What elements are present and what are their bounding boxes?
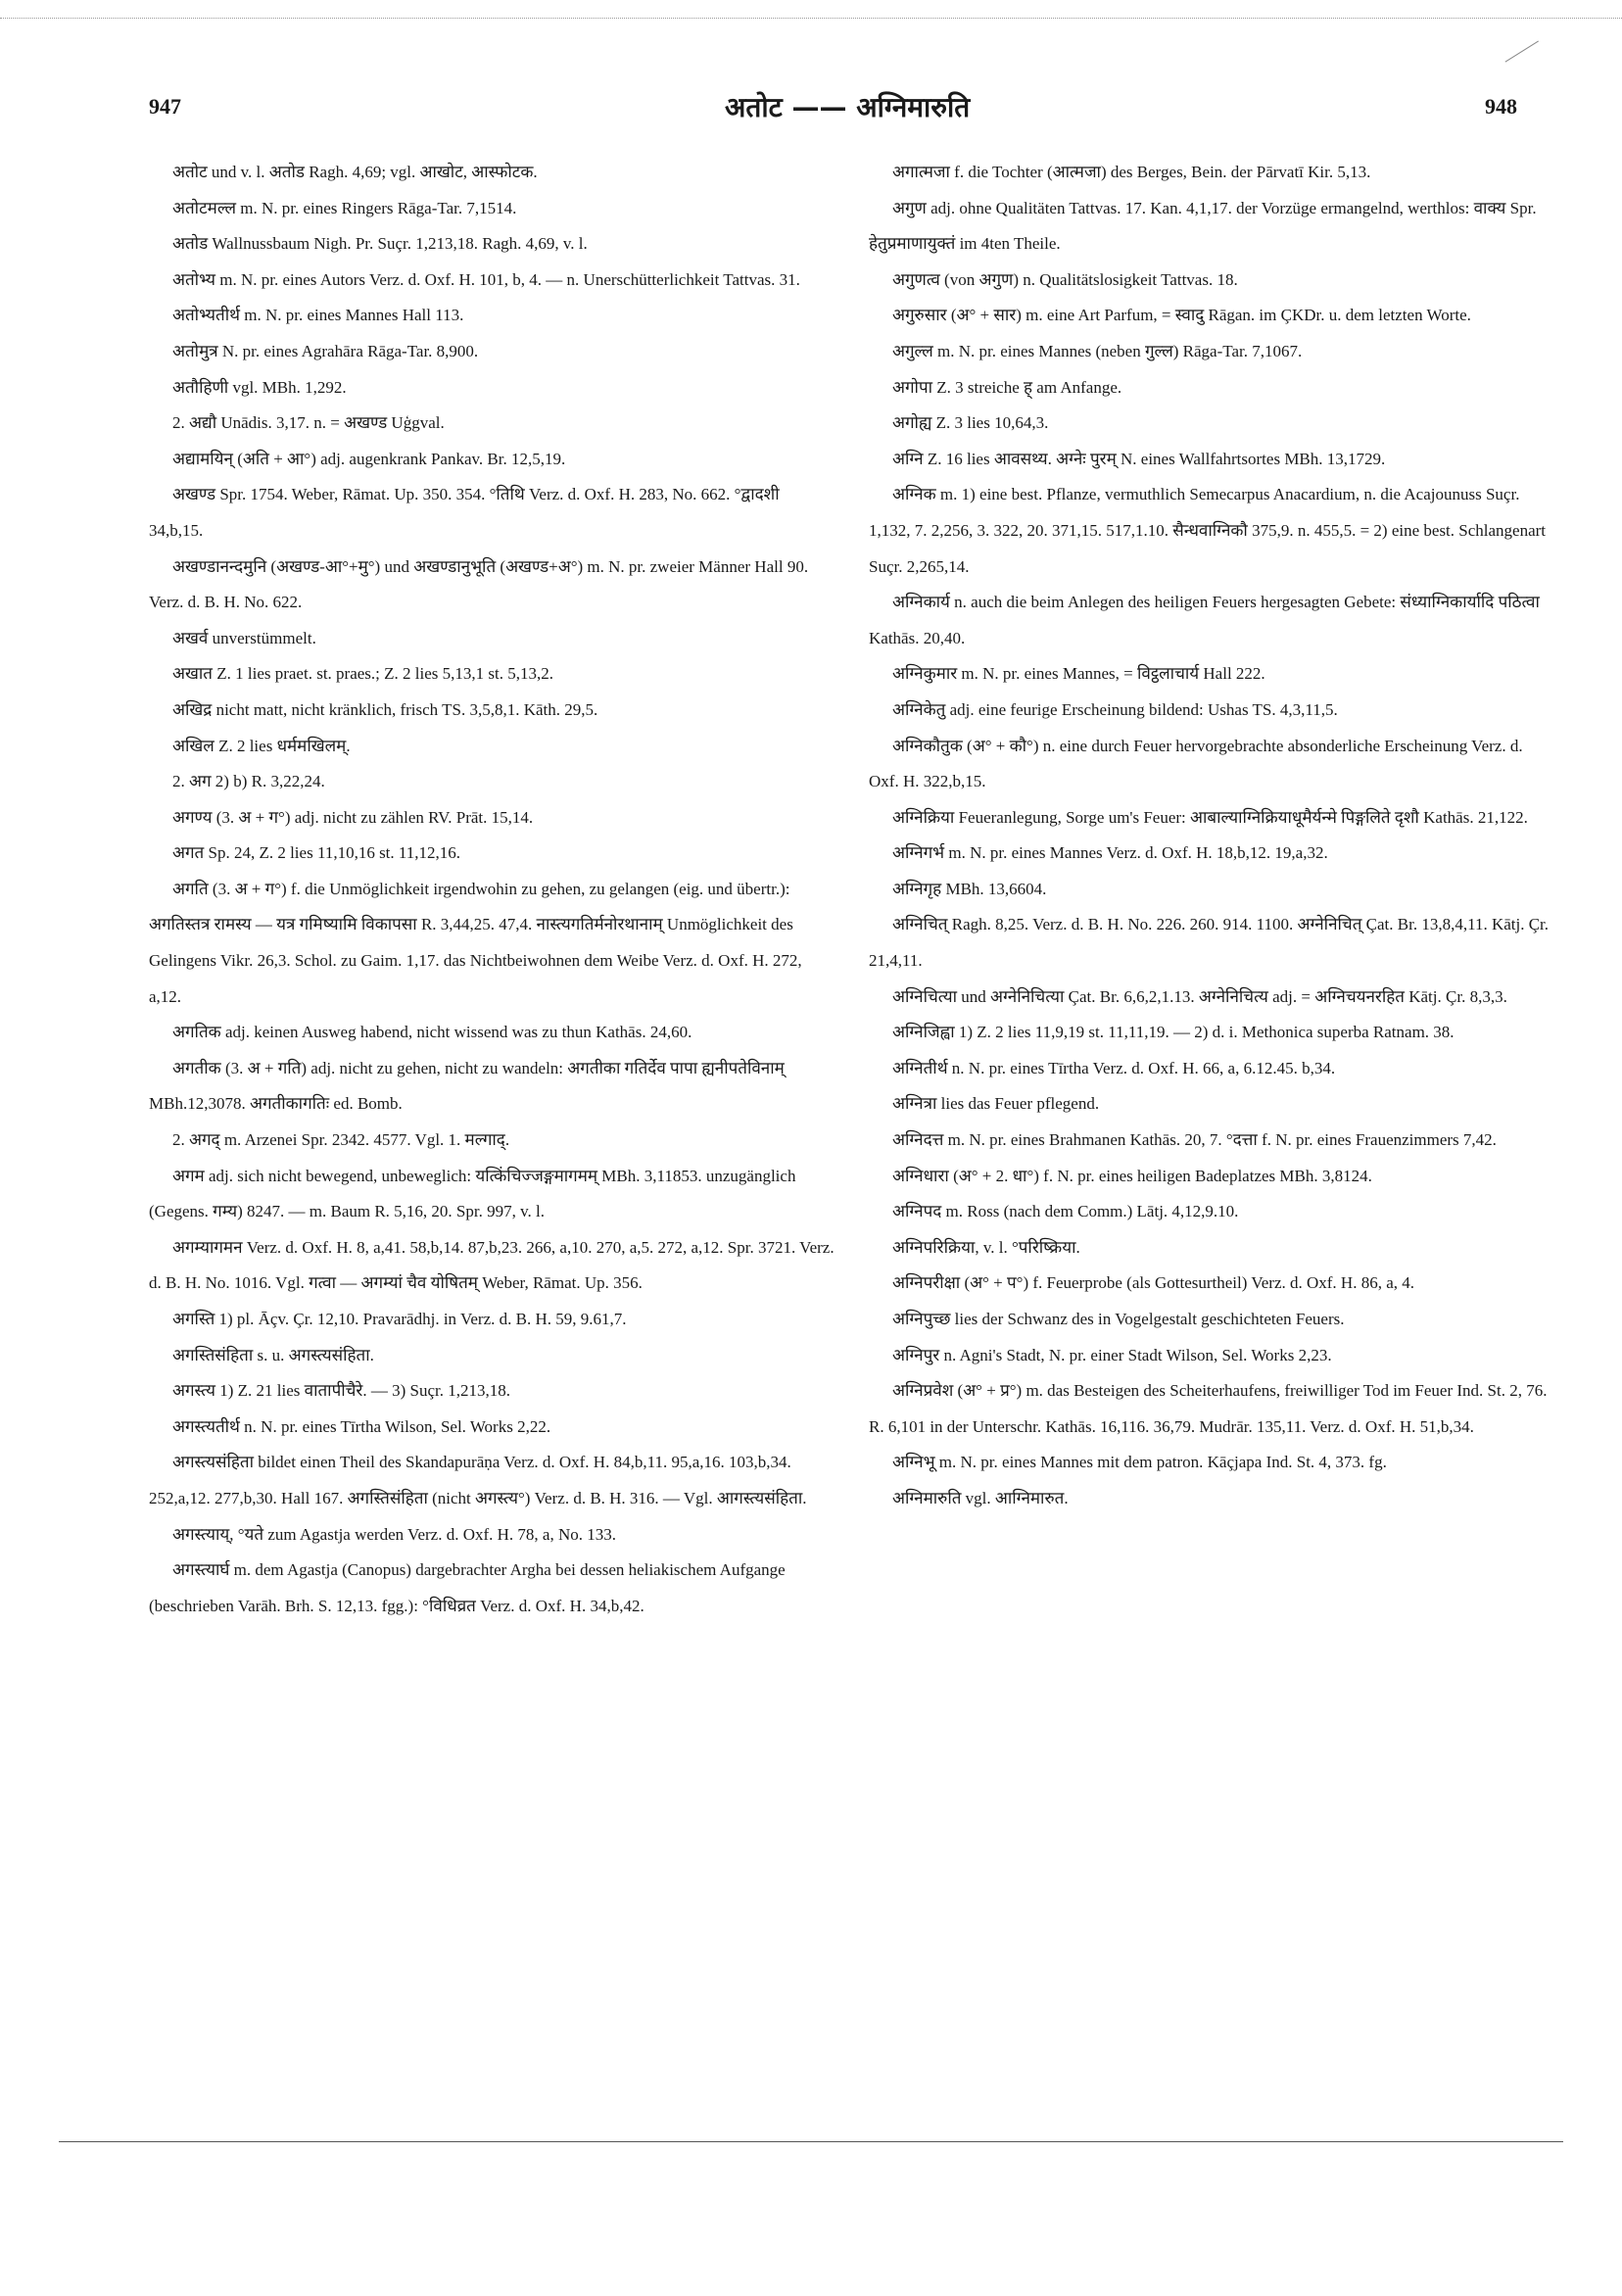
dictionary-entry: अग्निक्रिया Feueranlegung, Sorge um's Feuer: आबाल्याग्निक्रियाधूमैर्यन्मे पिङ्गलिते दृशौ Kathās. 21,122. (892, 807, 1528, 827)
top-rule (0, 18, 1622, 19)
dictionary-entry: अगोपा Z. 3 streiche ह् am Anfange. (892, 377, 1122, 397)
dictionary-entry: अखिल Z. 2 lies धर्ममखिलम्. (172, 736, 351, 755)
dictionary-entry: अगस्त्य 1) Z. 21 lies वातापीचैरे. — 3) Suçr. 1,213,18. (172, 1381, 511, 1401)
dictionary-entry: 2. अगद् m. Arzenei Spr. 2342. 4577. Vgl. 1. मल्गाद्. (172, 1130, 510, 1150)
dictionary-entry: अगतिक adj. keinen Ausweg habend, nicht wissend was zu thun Kathās. 24,60. (172, 1023, 692, 1042)
dictionary-entry: अगम्यागमन Verz. d. Oxf. H. 8, a,41. 58,b,14. 87,b,23. 266, a,10. 270, a,5. 272, a,12. Spr. 3721. Verz. d. B. H. No. 1016. Vgl. गत्वा — अगम्यां चैव योषितम् Weber, Rāmat. Up. 356. (149, 1237, 835, 1293)
left-page-number: 947 (149, 94, 181, 119)
dictionary-entry: अगति (3. अ + ग°) f. die Unmöglichkeit irgendwohin zu gehen, zu gelangen (eig. und übertr.): अगतिस्तत्र रामस्य — यत्र गमिष्यामि विकापसा R. 3,44,25. 47,4. नास्त्यगतिर्मनोरथानाम् Unmöglichkeit des Gelingens Vikr. 26,3. Schol. zu Gaim. 1,17. das Nichtbeiwohnen dem Weibe Verz. d. Oxf. H. 272, a,12. (149, 879, 802, 1006)
dictionary-entry: अग्निधारा (अ° + 2. धा°) f. N. pr. eines heiligen Badeplatzes MBh. 3,8124. (892, 1166, 1372, 1185)
dictionary-entry: अगुरुसार (अ° + सार) m. eine Art Parfum, = स्वादु Rāgan. im ÇKDr. u. dem letzten Worte. (892, 306, 1471, 325)
dictionary-entry: अगण्य (3. अ + ग°) adj. nicht zu zählen RV. Prāt. 15,14. (172, 807, 534, 827)
dictionary-entry: अतोमुत्र N. pr. eines Agrahāra Rāga-Tar. 8,900. (172, 341, 479, 360)
dictionary-entry: अतोभ्यतीर्थ m. N. pr. eines Mannes Hall 113. (172, 306, 464, 325)
dictionary-entry: अग्निजिह्वा 1) Z. 2 lies 11,9,19 st. 11,11,19. — 2) d. i. Methonica superba Ratnam. 38. (892, 1023, 1455, 1042)
dictionary-entry: अग्निमारुति vgl. आग्निमारुत. (892, 1488, 1069, 1507)
dictionary-entry: अग्निपुर n. Agni's Stadt, N. pr. einer Stadt Wilson, Sel. Works 2,23. (892, 1345, 1332, 1364)
dictionary-entry: अग्निदत्त m. N. pr. eines Brahmanen Kathās. 20, 7. °दत्ता f. N. pr. eines Frauenzimmers 7,42. (892, 1130, 1497, 1150)
dictionary-entry: अगुणत्व (von अगुण) n. Qualitätslosigkeit Tattvas. 18. (892, 269, 1238, 289)
dictionary-entry: अग्निपरिक्रिया, v. l. °परिष्क्रिया. (892, 1237, 1080, 1257)
dictionary-entry: अगस्ति 1) pl. Āçv. Çr. 12,10. Pravarādhj. in Verz. d. B. H. 59, 9.61,7. (172, 1310, 627, 1328)
dictionary-entry: अग्नितीर्थ n. N. pr. eines Tīrtha Verz. d. Oxf. H. 66, a, 6.12.45. b,34. (892, 1058, 1336, 1077)
corner-pencil-mark (1505, 41, 1540, 64)
dictionary-entry: अग्निपद m. Ross (nach dem Comm.) Lātj. 4,12,9.10. (892, 1202, 1239, 1221)
running-headwords: अतोट —— अग्निमारुति (725, 91, 971, 123)
dictionary-entry: अगुण adj. ohne Qualitäten Tattvas. 17. Kan. 4,1,17. der Vorzüge ermangelnd, werthlos: वाक्य Spr. हेतुप्रमाणायुक्तं im 4ten Theile. (869, 198, 1537, 254)
dictionary-entry: अगस्त्यतीर्थ n. N. pr. eines Tīrtha Wilson, Sel. Works 2,22. (172, 1416, 551, 1436)
dictionary-entry: अगस्त्यसंहिता bildet einen Theil des Skandapurāṇa Verz. d. Oxf. H. 84,b,11. 95,a,16. 103,b,34. 252,a,12. 277,b,30. Hall 167. अगस्तिसंहिता (nicht अगस्त्य°) Verz. d. B. H. 316. — Vgl. आगस्त्यसंहिता. (149, 1453, 807, 1507)
dictionary-entry: अखण्ड Spr. 1754. Weber, Rāmat. Up. 350. 354. °तिथि Verz. d. Oxf. H. 283, No. 662. °द्वादशी 34,b,15. (149, 485, 780, 540)
dictionary-entry: अग्नि Z. 16 lies आवसथ्य. अग्नेः पुरम् N. eines Wallfahrtsortes MBh. 13,1729. (892, 449, 1386, 468)
dictionary-entry: अगस्त्याय्, °यते zum Agastja werden Verz. d. Oxf. H. 78, a, No. 133. (172, 1524, 616, 1544)
dictionary-entry: अगतीक (3. अ + गति) adj. nicht zu gehen, nicht zu wandeln: अगतीका गतिर्देव पापा ह्यनीपतेविनाम् MBh.12,3078. अगतीकागतिः ed. Bomb. (149, 1058, 785, 1114)
dictionary-entry: अगम adj. sich nicht bewegend, unbeweglich: यत्किंचिज्जङ्गमागमम् MBh. 3,11853. unzugänglich (Gegens. गम्य) 8247. — m. Baum R. 5,16, 20. Spr. 997, v. l. (149, 1166, 796, 1221)
dictionary-entry: अग्निचित् Ragh. 8,25. Verz. d. B. H. No. 226. 260. 914. 1100. अग्नेनिचित् Çat. Br. 13,8,4,11. Kātj. Çr. 21,4,11. (869, 915, 1550, 971)
dictionary-entry: अखण्डानन्दमुनि (अखण्ड-आ°+मु°) und अखण्डानुभूति (अखण्ड+अ°) m. N. pr. zweier Männer Hall 90. Verz. d. B. H. No. 622. (149, 556, 809, 612)
dictionary-entry: अग्निप्रवेश (अ° + प्र°) m. das Besteigen des Scheiterhaufens, freiwilliger Tod im Feuer Ind. St. 2, 76. R. 6,101 in der Unterschr. Kathās. 16,116. 36,79. Mudrār. 135,11. Verz. d. Oxf. H. 51,b,34. (869, 1381, 1548, 1436)
dictionary-entry: अतोट und v. l. अतोड Ragh. 4,69; vgl. आखोट, आस्फोटक. (172, 163, 538, 181)
right-column (869, 155, 1554, 1517)
bottom-rule (59, 2141, 1563, 2142)
dictionary-entry: अगत Sp. 24, Z. 2 lies 11,10,16 st. 11,12,16. (172, 843, 461, 863)
dictionary-entry: अग्निकौतुक (अ° + कौ°) n. eine durch Feuer hervorgebrachte absonderliche Erscheinung Verz. d. Oxf. H. 322,b,15. (869, 736, 1523, 791)
dictionary-entry: अग्निकार्य n. auch die beim Anlegen des heiligen Feuers hergesagten Gebete: संध्याग्निकार्यादि पठित्वा Kathās. 20,40. (869, 593, 1540, 647)
dictionary-entry: अतौहिणी vgl. MBh. 1,292. (172, 377, 347, 397)
dictionary-entry: 2. अग 2) b) R. 3,22,24. (172, 772, 325, 791)
dictionary-entry: अतोभ्य m. N. pr. eines Autors Verz. d. Oxf. H. 101, b, 4. — n. Unerschütterlichkeit Tattvas. 31. (172, 269, 800, 289)
dictionary-entry: अतोड Wallnussbaum Nigh. Pr. Suçr. 1,213,18. Ragh. 4,69, v. l. (172, 234, 588, 254)
dictionary-entry: अग्निकेतु adj. eine feurige Erscheinung bildend: Ushas TS. 4,3,11,5. (892, 699, 1338, 719)
left-column (149, 155, 835, 1624)
dictionary-entry: अग्निकुमार m. N. pr. eines Mannes, = विट्ठलाचार्य Hall 222. (892, 664, 1265, 684)
dictionary-entry: अगात्मजा f. die Tochter (आत्मजा) des Berges, Bein. der Pārvatī Kir. 5,13. (892, 163, 1371, 181)
dictionary-entry: अग्निचित्या und अग्नेनिचित्या Çat. Br. 6,6,2,1.13. अग्नेनिचित्य adj. = अग्निचयनरहित Kātj. Çr. 8,3,3. (892, 986, 1507, 1006)
dictionary-entry: अगोह्य Z. 3 lies 10,64,3. (892, 413, 1049, 433)
dictionary-entry: अग्नित्रा lies das Feuer pflegend. (892, 1094, 1100, 1114)
dictionary-entry: अखात Z. 1 lies praet. st. praes.; Z. 2 lies 5,13,1 st. 5,13,2. (172, 664, 553, 684)
dictionary-entry: अखिद्र nicht matt, nicht kränklich, frisch TS. 3,5,8,1. Kāth. 29,5. (172, 699, 598, 719)
dictionary-entry: 2. अद्यौ Unādis. 3,17. n. = अखण्ड Uģgval. (172, 413, 445, 433)
dictionary-entry: अगस्त्यार्घ m. dem Agastja (Canopus) dargebrachter Argha bei dessen heliakischem Aufgange (beschrieben Varāh. Brh. S. 12,13. fgg.): °विधिव्रत Verz. d. Oxf. H. 34,b,42. (149, 1560, 786, 1615)
dictionary-entry: अग्निगृह MBh. 13,6604. (892, 879, 1047, 898)
dictionary-entry: अग्निक m. 1) eine best. Pflanze, vermuthlich Semecarpus Anacardium, n. die Acajounuss Suçr. 1,132, 7. 2,256, 3. 322, 20. 371,15. 517,1.10. सैन्धवाग्निकौ 375,9. n. 455,5. = 2) eine best. Schlangenart Suçr. 2,265,14. (869, 485, 1547, 576)
dictionary-entry: अग्निपुच्छ lies der Schwanz des in Vogelgestalt geschichteten Feuers. (892, 1310, 1345, 1328)
page-header (0, 91, 1622, 133)
dictionary-entry: अग्निपरीक्षा (अ° + प°) f. Feuerprobe (als Gottesurtheil) Verz. d. Oxf. H. 86, a, 4. (892, 1273, 1414, 1293)
dictionary-entry: अग्निभू m. N. pr. eines Mannes mit dem patron. Kāçjapa Ind. St. 4, 373. fg. (892, 1453, 1387, 1472)
dictionary-entry: अद्यामयिन् (अति + आ°) adj. augenkrank Pankav. Br. 12,5,19. (172, 449, 566, 468)
dictionary-entry: अतोटमल्ल m. N. pr. eines Ringers Rāga-Tar. 7,1514. (172, 198, 517, 217)
dictionary-entry: अगुल्ल m. N. pr. eines Mannes (neben गुल्ल) Rāga-Tar. 7,1067. (892, 341, 1303, 360)
dictionary-entry: अग्निगर्भ m. N. pr. eines Mannes Verz. d. Oxf. H. 18,b,12. 19,a,32. (892, 843, 1328, 863)
right-page-number: 948 (1485, 94, 1517, 119)
dictionary-entry: अगस्तिसंहिता s. u. अगस्त्यसंहिता. (172, 1345, 374, 1364)
dictionary-entry: अखर्व unverstümmelt. (172, 628, 316, 647)
